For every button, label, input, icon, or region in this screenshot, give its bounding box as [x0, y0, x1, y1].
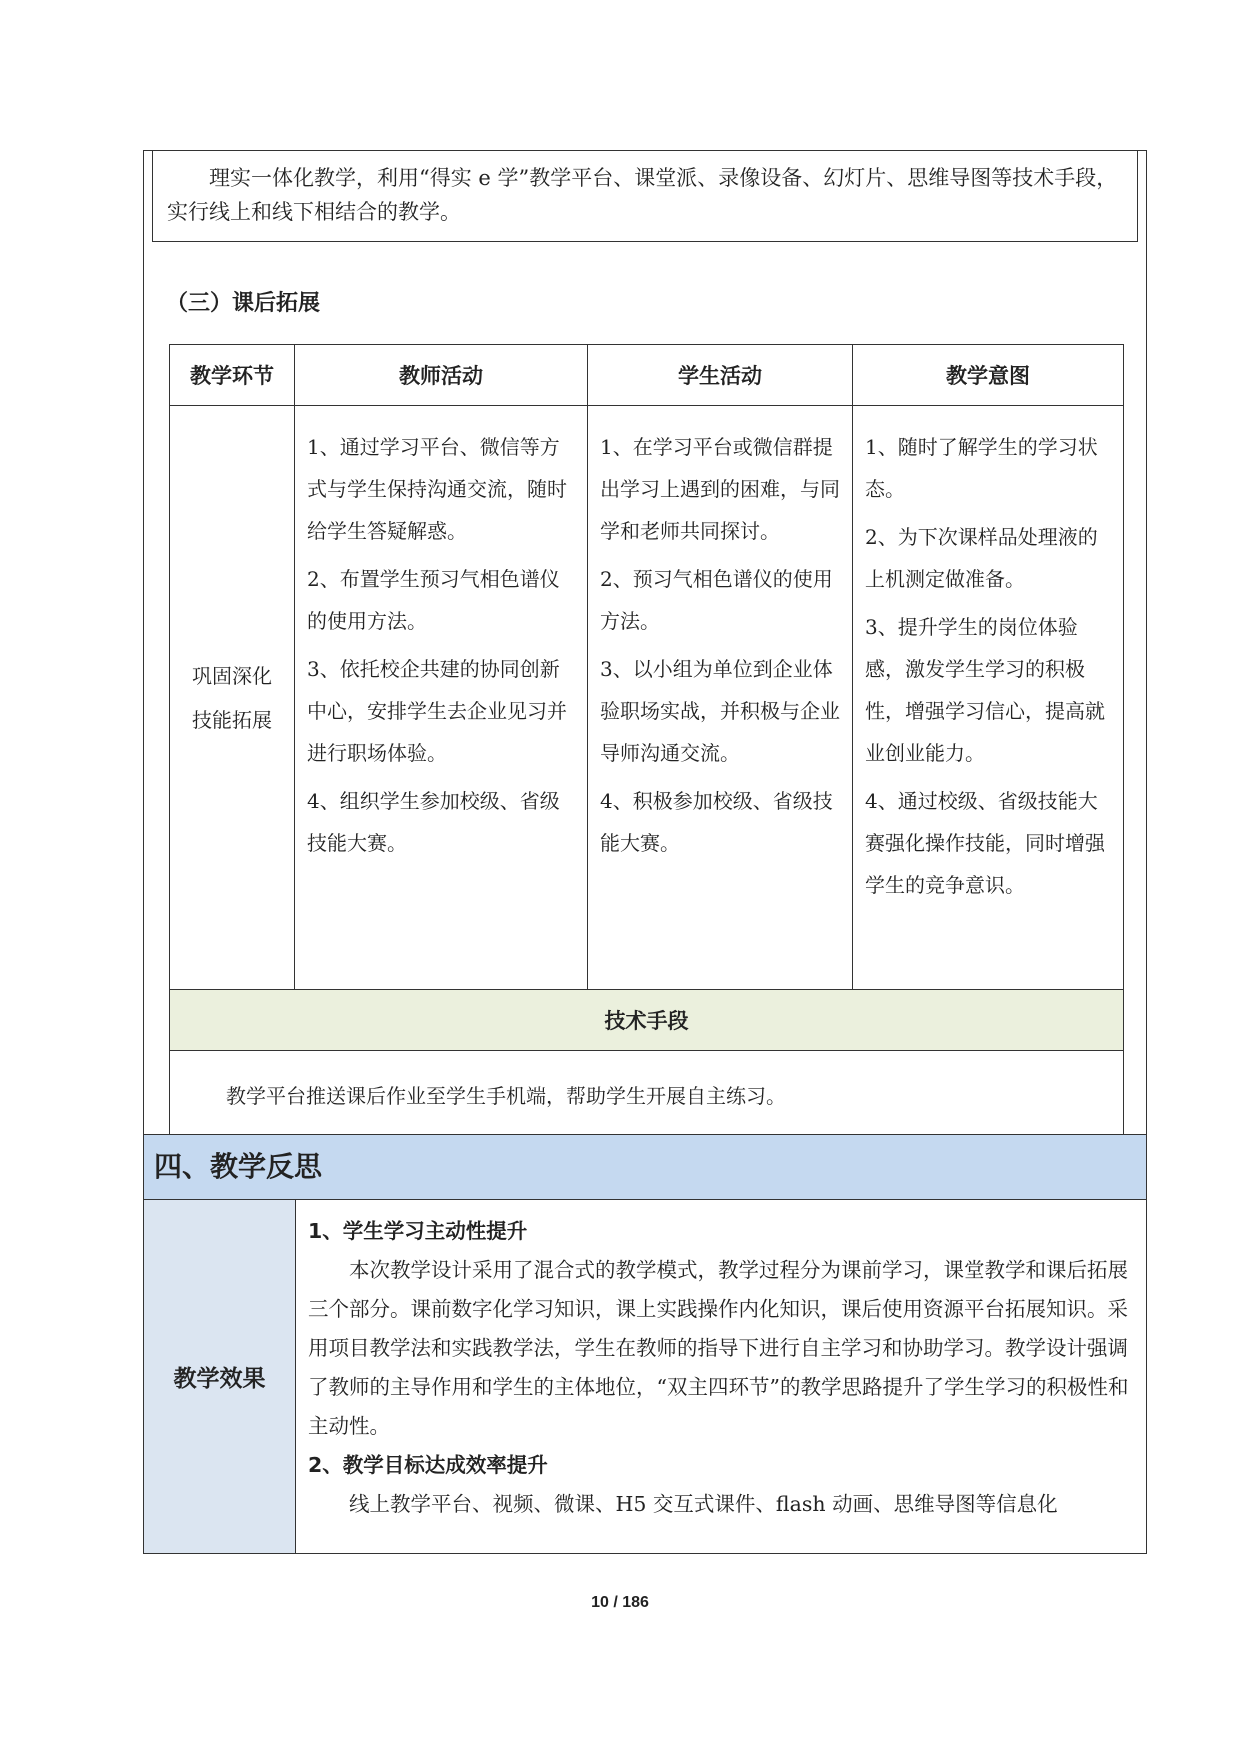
tech-body-row [170, 1051, 1124, 1138]
intro-box [152, 150, 1138, 242]
reflection-paragraph-2: 线上教学平台、视频、微课、H5 交互式课件、flash 动画、思维导图等信息化 [349, 1492, 1058, 1516]
table-header-row [170, 345, 1124, 406]
reflection-heading-1: 1、学生学习主动性提升 [308, 1219, 528, 1243]
page-number: 10 / 186 [591, 1594, 649, 1611]
student-cell [588, 406, 853, 990]
student-item: 1、在学习平台或微信群提出学习上遇到的困难，与同学和老师共同探讨。 [600, 435, 840, 543]
reflection-block [143, 1199, 1147, 1554]
student-item: 4、积极参加校级、省级技能大赛。 [600, 789, 833, 855]
tech-text: 教学平台推送课后作业至学生手机端，帮助学生开展自主练习。 [170, 1051, 1124, 1138]
teacher-item: 2、布置学生预习气相色谱仪的使用方法。 [307, 567, 560, 633]
reflection-heading-2: 2、教学目标达成效率提升 [308, 1453, 548, 1477]
header-student: 学生活动 [588, 345, 853, 406]
intent-item: 4、通过校级、省级技能大赛强化操作技能，同时增强学生的竞争意识。 [865, 789, 1105, 897]
stage-cell [170, 406, 295, 990]
intro-text: 理实一体化教学，利用“得实 e 学”教学平台、课堂派、录像设备、幻灯片、思维导图等技术手段，实行线上和线下相结合的教学。 [167, 166, 1118, 224]
intent-item: 3、提升学生的岗位体验感，激发学生学习的积极性，增强学习信心，提高就业创业能力。 [865, 615, 1105, 765]
reflection-body [296, 1200, 1146, 1553]
section-title: （三）课后拓展 [166, 291, 321, 316]
teacher-cell [295, 406, 588, 990]
intent-cell [853, 406, 1124, 990]
stage-line-1: 巩固深化 [192, 663, 272, 688]
header-teacher: 教师活动 [295, 345, 588, 406]
student-item: 2、预习气相色谱仪的使用方法。 [600, 567, 833, 633]
section4-header: 四、教学反思 [143, 1134, 1147, 1200]
tech-title: 技术手段 [170, 990, 1124, 1051]
reflection-label: 教学效果 [144, 1200, 296, 1553]
reflection-paragraph-1: 本次教学设计采用了混合式的教学模式，教学过程分为课前学习，课堂教学和课后拓展三个部分。课前数字化学习知识，课上实践操作内化知识，课后使用资源平台拓展知识。采用项目教学法和实践教学法，学生在教师的指导下进行自主学习和协助学习。教学设计强调了教师的主导作用和学生的主体地位，“双主四环节”的教学思路提升了学生学习的积极性和主动性。 [308, 1258, 1129, 1438]
stage-line-2: 技能拓展 [192, 707, 272, 732]
intent-item: 1、随时了解学生的学习状态。 [865, 435, 1098, 501]
tech-header-row [170, 990, 1124, 1051]
extension-table [169, 344, 1124, 1138]
teacher-item: 1、通过学习平台、微信等方式与学生保持沟通交流，随时给学生答疑解惑。 [307, 435, 567, 543]
intent-item: 2、为下次课样品处理液的上机测定做准备。 [865, 525, 1098, 591]
table-row [170, 406, 1124, 990]
student-item: 3、以小组为单位到企业体验职场实战，并积极与企业导师沟通交流。 [600, 657, 840, 765]
teacher-item: 4、组织学生参加校级、省级技能大赛。 [307, 789, 560, 855]
header-stage: 教学环节 [170, 345, 295, 406]
header-intent: 教学意图 [853, 345, 1124, 406]
teacher-item: 3、依托校企共建的协同创新中心，安排学生去企业见习并进行职场体验。 [307, 657, 567, 765]
